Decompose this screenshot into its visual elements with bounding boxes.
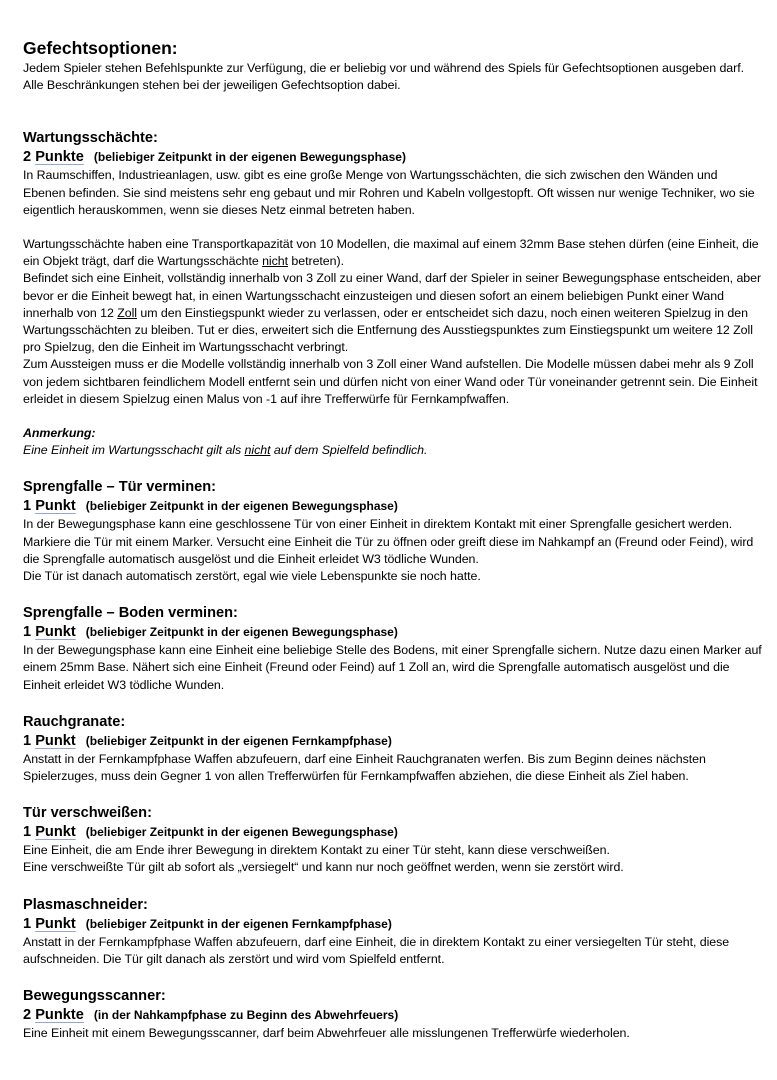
cost-unit: Punkt — [35, 732, 76, 749]
text-run: auf dem Spielfeld befindlich. — [270, 443, 428, 458]
section-boden-verminen — [23, 603, 763, 694]
section-title: Wartungsschächte: — [23, 130, 158, 147]
cost-line — [23, 732, 763, 751]
note-text — [23, 442, 763, 459]
timing-note: (in der Nahkampfphase zu Beginn des Abwehrfeuers) — [93, 1008, 399, 1023]
cost-number: 1 — [23, 915, 32, 932]
timing-note: (beliebiger Zeitpunkt in der eigenen Bewegungsphase) — [85, 499, 398, 514]
section-rauchgranate — [23, 712, 763, 785]
paragraph: Eine verschweißte Tür gilt ab sofort als „versiegelt“ und kann nur noch geöffnet werden, wenn sie zerstört wird. — [23, 860, 624, 875]
paragraph: Zum Aussteigen muss er die Modelle vollständig innerhalb von 3 Zoll einer Wand aufstellen. Die Modelle müssen dabei mehr als 9 Zoll von jedem sichtbaren feindlichem Modell entfernt sein und dürfen nicht von einer Wand oder Tür voneinander getrennt sein. Die Einheit erleidet in diesem Spielzug einen Malus von -1 auf ihre Trefferwürfe für Fernkampfwaffen. — [23, 357, 758, 406]
paragraph: Die Tür ist danach automatisch zerstört, egal wie viele Lebenspunkte sie noch hatte. — [23, 569, 481, 584]
cost-line — [23, 623, 763, 642]
cost-line — [23, 915, 763, 934]
section-tuer-verminen — [23, 477, 763, 585]
section-title: Plasmaschneider: — [23, 896, 148, 913]
note-title: Anmerkung: — [23, 426, 96, 441]
section-title: Bewegungsscanner: — [23, 988, 166, 1005]
text-run: Befindet sich eine Einheit, vollständig innerhalb von 3 Zoll zu einer Wand, darf der Spieler in seiner Bewegungsphase entscheiden, aber bevor er die Einheit bewegt hat, in einen Wartungsschacht einzusteigen und diesen sofort an einem beliebigen Punkt einer Wand innerhalb von 12 — [23, 271, 762, 320]
text-run: Eine Einheit im Wartungsschacht gilt als — [23, 443, 245, 458]
cost-number: 1 — [23, 824, 32, 841]
cost-unit: Punkt — [35, 624, 76, 641]
text-run: betreten). — [288, 254, 344, 269]
timing-note: (beliebiger Zeitpunkt in der eigenen Bewegungsphase) — [85, 625, 398, 640]
section-title: Tür verschweißen: — [23, 805, 152, 822]
cost-unit: Punkt — [35, 824, 76, 841]
section-title: Sprengfalle – Boden verminen: — [23, 605, 238, 622]
underlined-word: Zoll — [117, 305, 137, 320]
section-tuer-verschweissen — [23, 803, 763, 876]
timing-note: (beliebiger Zeitpunkt in der eigenen Bewegungsphase) — [93, 150, 406, 165]
cost-number: 1 — [23, 498, 32, 515]
paragraph: Anstatt in der Fernkampfphase Waffen abzufeuern, darf eine Einheit, die in direktem Kontakt zu einer versiegelten Tür steht, diese aufschneiden. Die Tür gilt danach als zerstört und wird vom Spielfeld entfernt. — [23, 934, 730, 966]
section-wartungsschaechte — [23, 128, 763, 459]
text-run: um den Einstiegspunkt wieder zu verlassen, oder er entscheidet sich dazu, noch einen weiteren Spielzug in den Wartungsschächten zu bleiben. Tut er dies, erweitert sich die Entfernung des Ausstiegspunktes zum Einstiegspunkt um weitere 12 Zoll pro Spielzug, den die Einheit im Wartungsschacht verbringt. — [23, 305, 753, 355]
text-run: Wartungsschächte haben eine Transportkapazität von 10 Modellen, die maximal auf einem 32mm Base stehen dürfen (eine Einheit, die ein Objekt trägt, darf die Wartungsschächte — [23, 237, 759, 269]
intro-paragraph: Jedem Spieler stehen Befehlspunkte zur Verfügung, die er beliebig vor und während des Spiels für Gefechtsoptionen ausgeben darf. Alle Beschränkungen stehen bei der jeweiligen Gefechtsoption dabei. — [23, 61, 744, 93]
cost-number: 1 — [23, 624, 32, 641]
timing-note: (beliebiger Zeitpunkt in der eigenen Bewegungsphase) — [85, 825, 398, 840]
section-title: Rauchgranate: — [23, 713, 126, 730]
paragraph: In Raumschiffen, Industrieanlagen, usw. gibt es eine große Menge von Wartungsschächten, die sich zwischen den Wänden und Ebenen befinden. Sie sind meistens sehr eng gebaut und mir Rohren und Kabeln vollgestopft. Oft wissen nur wenige Techniker, wo sie eigentlich herauskommen, wenn sie dieses Netz einmal betreten haben. — [23, 168, 755, 217]
underlined-word: nicht — [244, 443, 271, 458]
cost-unit: Punkt — [35, 498, 76, 515]
paragraph: In der Bewegungsphase kann eine Einheit eine beliebige Stelle des Bodens, mit einer Sprengfalle sichern. Nutze dazu einen Marker auf einem 25mm Base. Nähert sich eine Einheit (Freund oder Feind) auf 1 Zoll an, wird die Sprengfalle automatisch ausgelöst und die Einheit erleidet W3 tödliche Wunden. — [23, 643, 762, 692]
cost-number: 2 — [23, 1007, 32, 1024]
document-page — [23, 36, 763, 1042]
paragraph: Anstatt in der Fernkampfphase Waffen abzufeuern, darf eine Einheit Rauchgranaten werfen. Bis zum Beginn deines nächsten Spielerzuges, muss dein Gegner 1 von allen Trefferwürfen für Fernkampfwaffen abziehen, die diese Einheit als Ziel haben. — [23, 751, 706, 784]
section-plasmaschneider — [23, 895, 763, 968]
page-title: Gefechtsoptionen: — [23, 38, 178, 58]
cost-unit: Punkte — [35, 149, 84, 166]
cost-line — [23, 148, 763, 167]
paragraph: In der Bewegungsphase kann eine geschlossene Tür von einer Einheit in direktem Kontakt mit einer Sprengfalle gesichert werden. Markiere die Tür mit einem Marker. Versucht eine Einheit die Tür zu öffnen oder greift diese im Nahkampf an (Freund oder Feind), wird die Sprengfalle automatisch ausgelöst und die Einheit erleidet W3 tödliche Wunden. — [23, 517, 754, 566]
paragraph — [23, 236, 763, 270]
timing-note: (beliebiger Zeitpunkt in der eigenen Fernkampfphase) — [85, 733, 392, 748]
paragraph: Eine Einheit, die am Ende ihrer Bewegung in direktem Kontakt zu einer Tür steht, kann diese verschweißen. — [23, 843, 610, 858]
paragraph — [23, 270, 763, 356]
section-bewegungsscanner — [23, 986, 763, 1042]
cost-line — [23, 1006, 763, 1025]
cost-unit: Punkt — [35, 915, 76, 932]
cost-unit: Punkte — [35, 1007, 84, 1024]
section-title: Sprengfalle – Tür verminen: — [23, 479, 217, 496]
paragraph: Eine Einheit mit einem Bewegungsscanner, darf beim Abwehrfeuer alle misslungenen Trefferwürfe wiederholen. — [23, 1026, 630, 1041]
underlined-word: nicht — [262, 254, 289, 269]
cost-line — [23, 497, 763, 516]
cost-number: 1 — [23, 732, 32, 749]
cost-number: 2 — [23, 149, 32, 166]
cost-line — [23, 823, 763, 842]
timing-note: (beliebiger Zeitpunkt in der eigenen Fernkampfphase) — [85, 916, 392, 931]
